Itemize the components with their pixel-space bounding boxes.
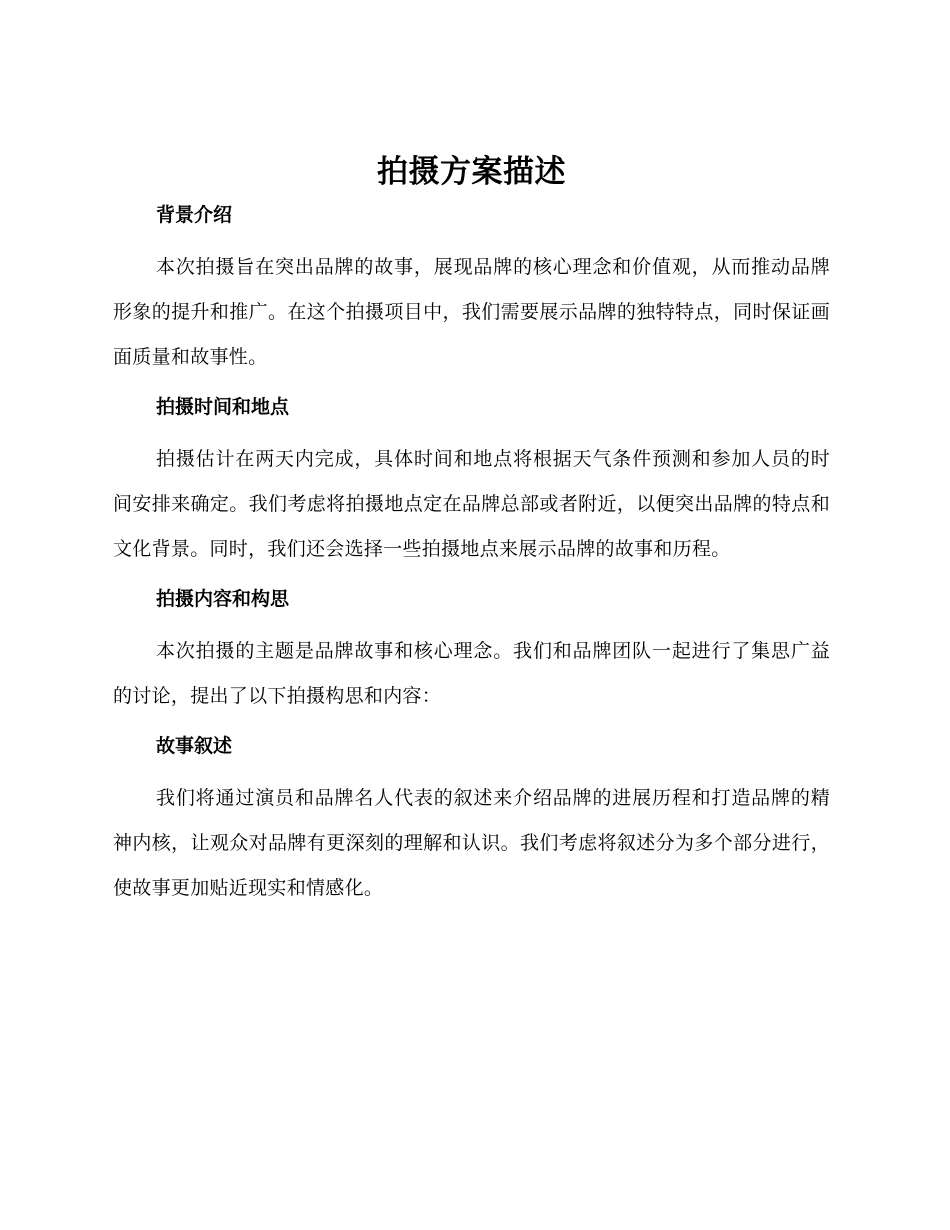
document-title: 拍摄方案描述 [377,154,566,190]
section-paragraph: 拍摄估计在两天内完成，具体时间和地点将根据天气条件预测和参加人员的时间安排来确定。我们考虑将拍摄地点定在品牌总部或者附近，以便突出品牌的特点和文化背景。同时，我们还会选择一些拍摄地点来展示品牌的故事和历程。 [113,448,830,560]
section-background [113,198,830,380]
section-paragraph: 本次拍摄旨在突出品牌的故事，展现品牌的核心理念和价值观，从而推动品牌形象的提升和推广。在这个拍摄项目中，我们需要展示品牌的独特特点，同时保证画面质量和故事性。 [113,256,830,368]
section-content-concept [113,582,830,719]
section-storytelling [113,729,830,911]
section-heading: 拍摄内容和构思 [156,588,290,610]
section-heading: 背景介绍 [156,204,233,226]
section-heading: 故事叙述 [156,735,233,757]
section-time-location [113,390,830,572]
section-heading: 拍摄时间和地点 [156,396,290,418]
section-paragraph: 我们将通过演员和品牌名人代表的叙述来介绍品牌的进展历程和打造品牌的精神内核，让观众对品牌有更深刻的理解和认识。我们考虑将叙述分为多个部分进行，使故事更加贴近现实和情感化。 [113,787,830,899]
section-paragraph: 本次拍摄的主题是品牌故事和核心理念。我们和品牌团队一起进行了集思广益的讨论，提出了以下拍摄构思和内容： [113,640,830,707]
